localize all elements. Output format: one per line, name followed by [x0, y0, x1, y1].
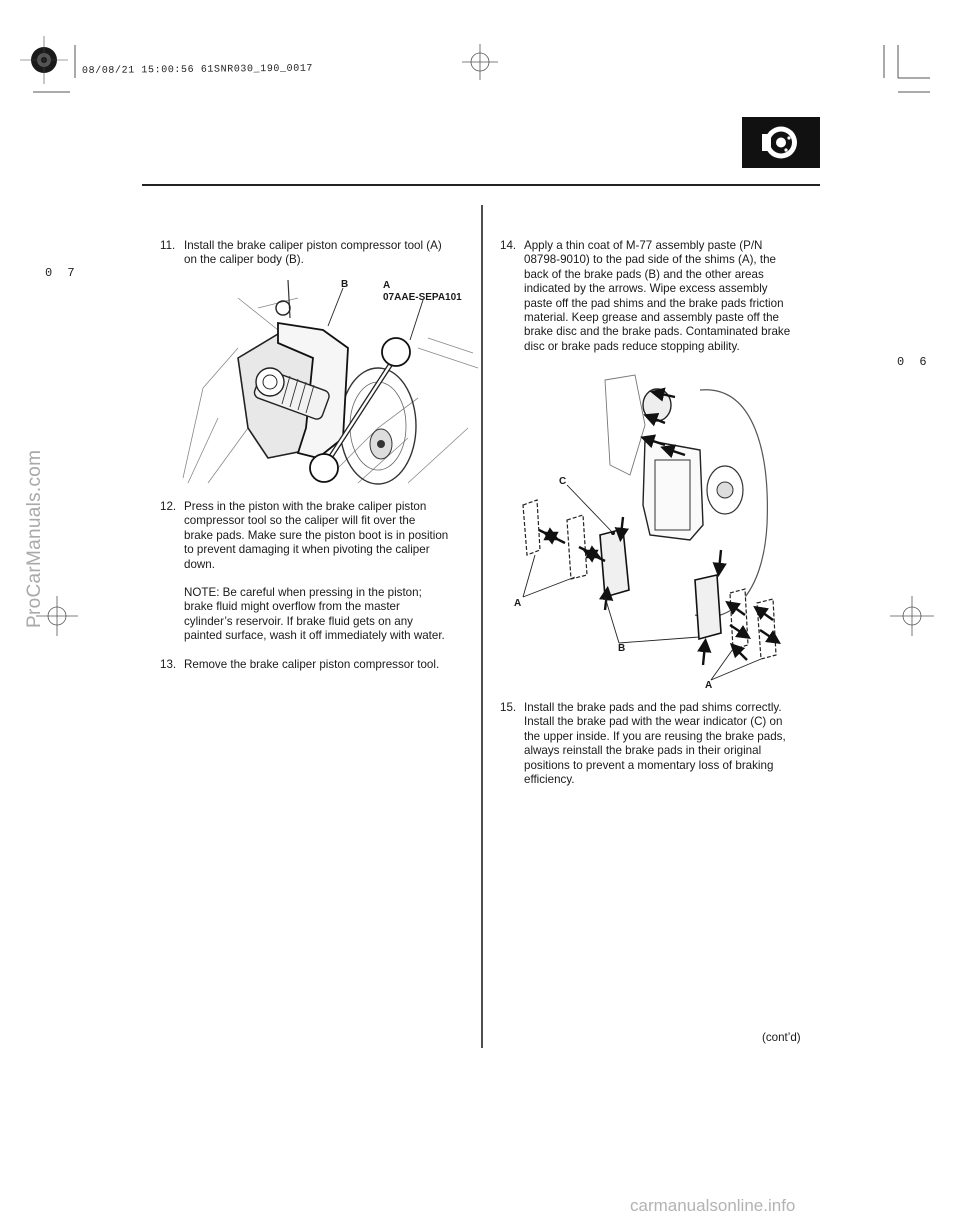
pad-shim — [523, 500, 540, 555]
step-number: 12. — [160, 500, 177, 513]
crosshair-icon — [462, 44, 498, 80]
step-line: always reinstall the brake pads in their original — [524, 744, 762, 758]
step-line: material. Keep grease and assembly paste off the — [524, 311, 780, 325]
pad-shim — [567, 515, 587, 579]
step-line: down. — [184, 557, 215, 571]
step-text — [184, 658, 439, 672]
step-line: Apply a thin coat of M-77 assembly paste (P/N — [524, 239, 763, 252]
step-number: 15. — [500, 701, 517, 714]
watermark-side: ProCarManuals.com — [24, 449, 45, 628]
step-line: Install the brake pads and the pad shims correctly. — [524, 701, 782, 714]
figure2-label-b: B — [618, 643, 626, 654]
step-line: on the caliper body (B). — [184, 253, 304, 267]
step-number: 14. — [500, 239, 517, 252]
step-text — [524, 239, 790, 354]
step-line: indicated by the arrows. Wipe excess assembly — [524, 282, 768, 296]
note-line: painted surface, wash it off immediately with water. — [184, 629, 445, 643]
brake-disc-icon — [742, 117, 820, 168]
step-text — [184, 500, 448, 644]
figure2-label-a: A — [705, 680, 713, 691]
margin-mark-left: 0 7 — [45, 266, 79, 280]
step-line: compressor tool so the caliper will fit over the — [184, 514, 416, 528]
step-text — [524, 701, 786, 787]
step-line: paste off the pad shims and the brake pads friction — [524, 296, 784, 310]
note-line: NOTE: Be careful when pressing in the piston; — [184, 586, 422, 600]
print-stamp: 08/08/21 15:00:56 61SNR030_190_0017 — [81, 63, 314, 77]
figure1-label-b: B — [341, 279, 349, 290]
figure1-label-a: A — [383, 280, 391, 291]
crosshair-icon — [890, 596, 934, 636]
pad-shim — [730, 589, 748, 649]
step-number: 13. — [160, 658, 177, 671]
note-line: cylinder’s reservoir. If brake fluid gets on any — [184, 614, 413, 628]
figure1-tool-code: 07AAE-SEPA101 — [383, 292, 462, 303]
step-line: disc or brake pads reduce stopping ability. — [524, 339, 740, 353]
brake-section-icon — [742, 117, 820, 168]
figure2-label-c: C — [559, 476, 567, 487]
step-line: Remove the brake caliper piston compressor tool. — [184, 658, 440, 671]
step-text — [184, 239, 442, 268]
step-line: efficiency. — [524, 773, 575, 787]
tool-handle-knob — [310, 454, 338, 482]
caliper-bracket — [643, 440, 703, 540]
tool-handle-knob — [382, 338, 410, 366]
step-number: 11. — [160, 239, 176, 252]
margin-mark-right: 0 6 — [897, 355, 931, 369]
brake-pad — [695, 575, 721, 639]
step-line: brake disc and the brake pads. Contaminated brake — [524, 325, 791, 339]
brake-pad — [600, 529, 629, 597]
step-line: Install the brake pad with the wear indicator (C) on — [524, 715, 783, 729]
pad-shim — [757, 599, 776, 659]
registration-target-icon — [20, 36, 68, 84]
watermark-footer: carmanualsonline.info — [630, 1196, 796, 1215]
step-line: Install the brake caliper piston compressor tool (A) — [184, 239, 442, 252]
step-line: to prevent damaging it when pivoting the caliper — [184, 543, 430, 557]
step-line: 08798-9010) to the pad side of the shims (A), the — [524, 253, 776, 267]
brake-pad-shim-figure — [505, 365, 795, 690]
figure2-label-a: A — [514, 598, 522, 609]
step-line: brake pads. Make sure the piston boot is in position — [184, 528, 449, 542]
note-line: brake fluid might overflow from the master — [184, 600, 400, 614]
step-line: Press in the piston with the brake caliper piston — [184, 500, 427, 513]
step-line: the upper inside. If you are reusing the brake pads, — [524, 729, 786, 743]
continued-note: (cont’d) — [762, 1031, 801, 1044]
caliper-compressor-figure — [178, 278, 480, 488]
step-line: back of the brake pads (B) and the other areas — [524, 267, 764, 281]
step-line: positions to prevent a momentary loss of braking — [524, 758, 774, 772]
